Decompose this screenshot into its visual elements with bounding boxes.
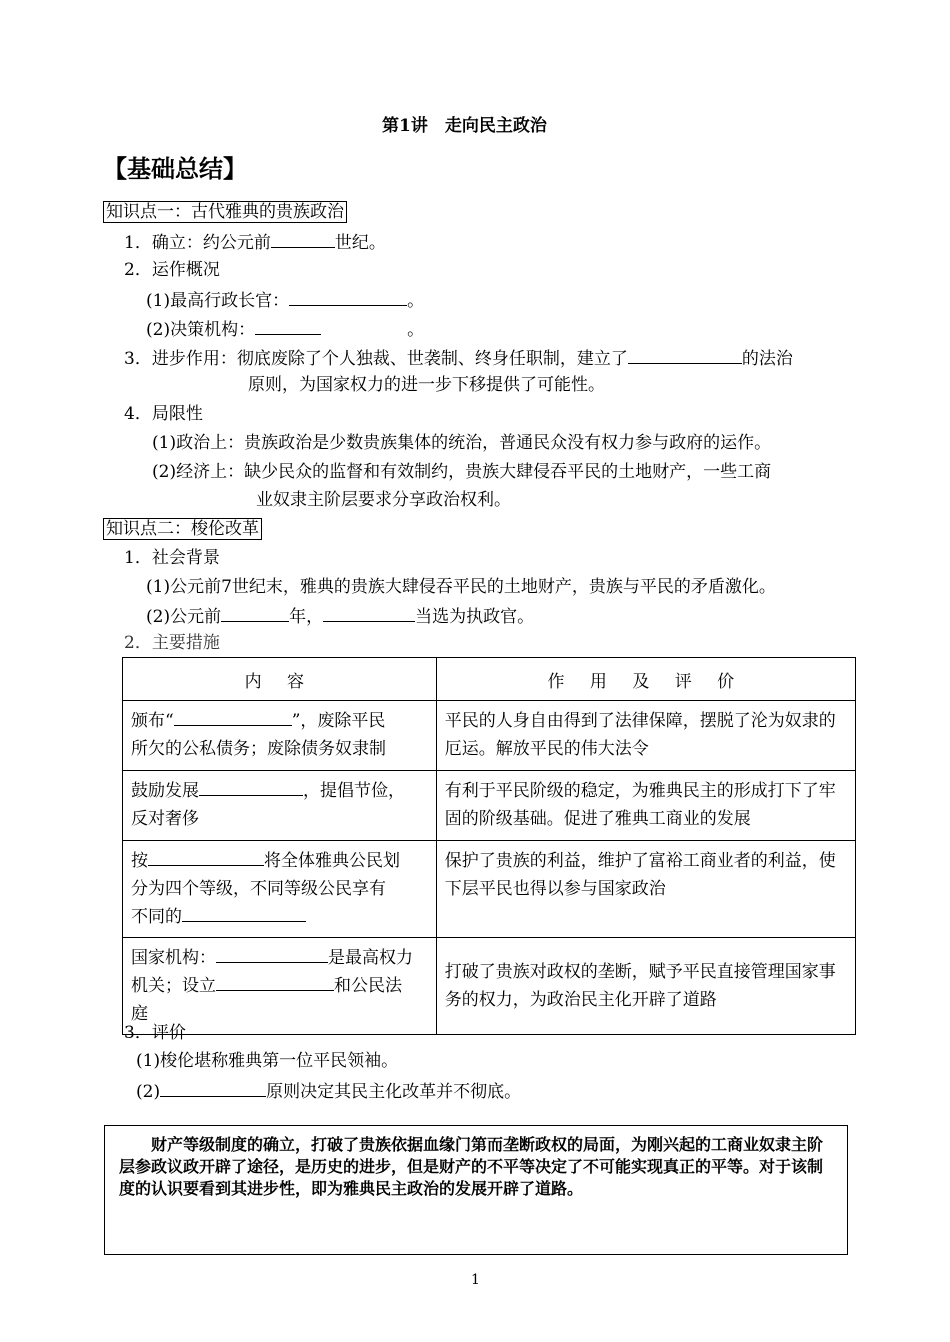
- kp1-line-4-1: (1)政治上：贵族政治是少数贵族集体的统治，普通民众没有权力参与政府的运作。: [152, 433, 772, 453]
- table-cell: 保护了贵族的利益，维护了富裕工商业者的利益，使下层平民也得以参与国家政治: [436, 841, 855, 938]
- kp1-line-4: 4．局限性: [124, 404, 203, 424]
- kp1-heading: 知识点一：古代雅典的贵族政治: [103, 201, 347, 223]
- kp1-line-3-cont: 原则，为国家权力的进一步下移提供了可能性。: [248, 375, 605, 395]
- blank[interactable]: [271, 231, 335, 248]
- kp2-line-1-1: (1)公元前7世纪末，雅典的贵族大肆侵吞平民的土地财产，贵族与平民的矛盾激化。: [146, 577, 776, 597]
- table-cell: 有利于平民阶级的稳定，为雅典民主的形成打下了牢固的阶级基础。促进了雅典工商业的发展: [436, 771, 855, 841]
- blank[interactable]: [148, 849, 264, 866]
- kp2-line-1-2: (2)公元前 年， 当选为执政官。: [146, 607, 535, 627]
- table-cell: 平民的人身自由得到了法律保障，摆脱了沦为奴隶的厄运。解放平民的伟大法令: [436, 701, 855, 771]
- kp1-line-2: 2．运作概况: [124, 260, 220, 280]
- kp2-line-2: 2．主要措施: [124, 633, 220, 653]
- kp2-line-1: 1．社会背景: [124, 548, 220, 568]
- table-cell: 国家机构： 是最高权力 机关；设立 和公民法 庭: [123, 938, 437, 1035]
- table-header: 内 容: [123, 658, 437, 701]
- blank[interactable]: [174, 709, 292, 726]
- page-number: 1: [471, 1272, 480, 1288]
- measures-table: [122, 657, 856, 1035]
- kp2-line-3: 3．评价: [124, 1023, 186, 1043]
- page-title: 第1讲 走向民主政治: [382, 116, 547, 136]
- blank[interactable]: [255, 318, 321, 335]
- kp2-heading: 知识点二：梭伦改革: [103, 518, 262, 540]
- blank[interactable]: [182, 905, 306, 922]
- blank[interactable]: [221, 605, 289, 622]
- table-row: [123, 841, 856, 938]
- kp2-line-3-2: (2) 原则决定其民主化改革并不彻底。: [136, 1082, 522, 1102]
- blank[interactable]: [216, 974, 334, 991]
- table-cell: 颁布“ ”，废除平民 所欠的公私债务；废除债务奴隶制: [123, 701, 437, 771]
- table-cell: 打破了贵族对政权的垄断，赋予平民直接管理国家事务的权力，为政治民主化开辟了道路: [436, 938, 855, 1035]
- kp1-line-4-2: (2)经济上：缺少民众的监督和有效制约，贵族大肆侵吞平民的土地财产，一些工商: [152, 462, 772, 482]
- kp1-line-4-2-cont: 业奴隶主阶层要求分享政治权利。: [256, 490, 511, 510]
- kp2-line-3-1: (1)梭伦堪称雅典第一位平民领袖。: [136, 1051, 399, 1071]
- section-heading: 【基础总结】: [103, 154, 247, 183]
- table-header-row: [123, 658, 856, 701]
- blank[interactable]: [628, 347, 742, 364]
- blank[interactable]: [216, 946, 328, 963]
- blank[interactable]: [199, 779, 303, 796]
- blank[interactable]: [323, 605, 415, 622]
- blank[interactable]: [289, 289, 407, 306]
- kp1-line-3: 3．进步作用：彻底废除了个人独裁、世袭制、终身任职制，建立了 的法治: [124, 349, 793, 369]
- table-cell: 鼓励发展 ，提倡节俭， 反对奢侈: [123, 771, 437, 841]
- note-text: 财产等级制度的确立，打破了贵族依据血缘门第而垄断政权的局面，为刚兴起的工商业奴隶主阶层参政议政开辟了途径，是历史的进步，但是财产的不平等决定了不可能实现真正的平等。对于该制度的认识要看到其进步性，即为雅典民主政治的发展开辟了道路。: [119, 1135, 824, 1198]
- table-header: 作 用 及 评 价: [436, 658, 855, 701]
- table-row: [123, 771, 856, 841]
- table-row: [123, 701, 856, 771]
- table-cell: 按 将全体雅典公民划 分为四个等级，不同等级公民享有 不同的: [123, 841, 437, 938]
- kp1-line-2-2: (2)决策机构： 。: [146, 320, 425, 340]
- note-box: [104, 1125, 848, 1255]
- table-row: [123, 938, 856, 1035]
- kp1-line-1: 1．确立：约公元前 世纪。: [124, 233, 386, 253]
- kp1-line-2-1: (1)最高行政长官： 。: [146, 291, 425, 311]
- blank[interactable]: [160, 1080, 266, 1097]
